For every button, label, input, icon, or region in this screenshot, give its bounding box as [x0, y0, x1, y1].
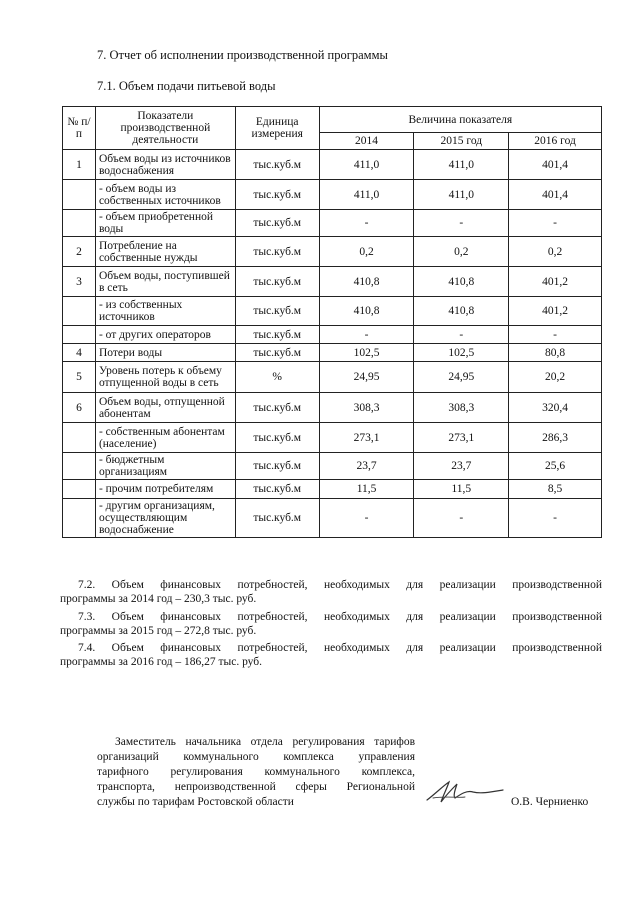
paragraph-line: программы за 2014 год – 230,3 тыс. руб. — [60, 593, 257, 605]
table-row — [63, 326, 602, 344]
row-unit: тыс.куб.м — [235, 480, 319, 499]
row-num — [63, 499, 96, 538]
row-value-2014: - — [319, 326, 414, 344]
row-unit: тыс.куб.м — [235, 297, 319, 326]
row-unit: тыс.куб.м — [235, 267, 319, 297]
row-num — [63, 326, 96, 344]
row-num: 1 — [63, 150, 96, 180]
row-num — [63, 480, 96, 499]
paragraph-7-4 — [60, 641, 602, 669]
row-indicator: Потери воды — [95, 344, 235, 362]
paragraph-line: программы за 2016 год – 186,27 тыс. руб. — [60, 656, 263, 668]
paragraph-line: 7.3. Объем финансовых потребностей, необходимых для реализации производственной — [78, 611, 602, 623]
signatory-line: транспорта, непроизводственной сферы Региональной — [97, 781, 415, 793]
row-unit: тыс.куб.м — [235, 499, 319, 538]
row-unit: тыс.куб.м — [235, 453, 319, 480]
row-value-2014: 308,3 — [319, 393, 414, 423]
row-indicator: - объем воды из собственных источников — [95, 180, 235, 210]
row-value-2016: 0,2 — [509, 237, 602, 267]
row-indicator: - собственным абонентам (население) — [95, 423, 235, 453]
row-value-2015: 23,7 — [414, 453, 509, 480]
paragraph-line: программы за 2015 год – 272,8 тыс. руб. — [60, 625, 257, 637]
header-value: Величина показателя — [319, 107, 601, 133]
row-unit: тыс.куб.м — [235, 210, 319, 237]
table-row — [63, 423, 602, 453]
row-value-2016: 25,6 — [509, 453, 602, 480]
row-value-2014: 102,5 — [319, 344, 414, 362]
row-indicator: Уровень потерь к объему отпущенной воды в сеть — [95, 362, 235, 393]
header-num: № п/п — [63, 107, 96, 150]
row-value-2015: - — [414, 499, 509, 538]
row-value-2015: 411,0 — [414, 180, 509, 210]
row-unit: тыс.куб.м — [235, 344, 319, 362]
header-year-2016: 2016 год — [509, 133, 602, 150]
row-value-2016: 8,5 — [509, 480, 602, 499]
row-value-2015: 308,3 — [414, 393, 509, 423]
row-value-2015: 410,8 — [414, 267, 509, 297]
row-num — [63, 180, 96, 210]
signatory-line: службы по тарифам Ростовской области — [97, 796, 294, 808]
row-value-2014: 11,5 — [319, 480, 414, 499]
row-value-2014: - — [319, 210, 414, 237]
row-unit: тыс.куб.м — [235, 150, 319, 180]
row-value-2015: 11,5 — [414, 480, 509, 499]
row-num — [63, 210, 96, 237]
row-value-2016: 80,8 — [509, 344, 602, 362]
row-indicator: - другим организациям, осуществляющим водоснабжение — [95, 499, 235, 538]
header-year-2015: 2015 год — [414, 133, 509, 150]
row-num — [63, 423, 96, 453]
row-num: 2 — [63, 237, 96, 267]
signatory-line: Заместитель начальника отдела регулирования тарифов — [115, 736, 415, 748]
row-value-2016: 401,2 — [509, 297, 602, 326]
row-unit: тыс.куб.м — [235, 423, 319, 453]
handwritten-signature — [425, 776, 505, 806]
row-unit: тыс.куб.м — [235, 180, 319, 210]
row-num — [63, 297, 96, 326]
row-indicator: - из собственных источников — [95, 297, 235, 326]
header-unit: Единица измерения — [235, 107, 319, 150]
table-row — [63, 362, 602, 393]
signatory-line: тарифного регулирования коммунального комплекса, — [97, 766, 415, 778]
row-value-2016: - — [509, 326, 602, 344]
row-value-2014: 411,0 — [319, 180, 414, 210]
row-value-2014: 23,7 — [319, 453, 414, 480]
table-row — [63, 237, 602, 267]
row-unit: % — [235, 362, 319, 393]
row-indicator: Потребление на собственные нужды — [95, 237, 235, 267]
row-unit: тыс.куб.м — [235, 237, 319, 267]
row-value-2016: 286,3 — [509, 423, 602, 453]
row-value-2016: 401,2 — [509, 267, 602, 297]
row-indicator: - объем приобретенной воды — [95, 210, 235, 237]
table-row — [63, 453, 602, 480]
row-value-2015: 273,1 — [414, 423, 509, 453]
row-unit: тыс.куб.м — [235, 326, 319, 344]
row-indicator: - бюджетным организациям — [95, 453, 235, 480]
signer-name: О.В. Черниенко — [511, 796, 589, 808]
table-row — [63, 210, 602, 237]
table-row — [63, 150, 602, 180]
row-num: 3 — [63, 267, 96, 297]
signatory-line: организаций коммунального комплекса управления — [97, 751, 415, 763]
row-value-2016: 401,4 — [509, 180, 602, 210]
row-value-2015: 0,2 — [414, 237, 509, 267]
row-value-2015: - — [414, 326, 509, 344]
row-value-2016: 320,4 — [509, 393, 602, 423]
paragraph-line: 7.2. Объем финансовых потребностей, необходимых для реализации производственной — [78, 579, 602, 591]
table-row — [63, 480, 602, 499]
row-value-2015: 411,0 — [414, 150, 509, 180]
row-value-2014: 411,0 — [319, 150, 414, 180]
row-value-2015: - — [414, 210, 509, 237]
row-value-2016: 20,2 — [509, 362, 602, 393]
row-value-2016: 401,4 — [509, 150, 602, 180]
table-row — [63, 267, 602, 297]
row-value-2015: 410,8 — [414, 297, 509, 326]
table-row — [63, 297, 602, 326]
row-indicator: - прочим потребителям — [95, 480, 235, 499]
section-title: 7. Отчет об исполнении производственной программы — [97, 48, 388, 62]
row-value-2016: - — [509, 210, 602, 237]
water-supply-table — [62, 106, 602, 538]
header-year-2014: 2014 — [319, 133, 414, 150]
row-num — [63, 453, 96, 480]
row-value-2014: 410,8 — [319, 297, 414, 326]
row-value-2014: 0,2 — [319, 237, 414, 267]
row-unit: тыс.куб.м — [235, 393, 319, 423]
row-value-2014: - — [319, 499, 414, 538]
paragraph-line: 7.4. Объем финансовых потребностей, необходимых для реализации производственной — [78, 642, 602, 654]
row-indicator: Объем воды из источников водоснабжения — [95, 150, 235, 180]
row-value-2014: 410,8 — [319, 267, 414, 297]
row-value-2014: 24,95 — [319, 362, 414, 393]
table-row — [63, 499, 602, 538]
row-num: 4 — [63, 344, 96, 362]
row-value-2016: - — [509, 499, 602, 538]
row-indicator: Объем воды, поступившей в сеть — [95, 267, 235, 297]
paragraph-7-2 — [60, 578, 602, 606]
row-value-2015: 24,95 — [414, 362, 509, 393]
row-indicator: - от других операторов — [95, 326, 235, 344]
row-indicator: Объем воды, отпущенной абонентам — [95, 393, 235, 423]
table-row — [63, 393, 602, 423]
row-num: 5 — [63, 362, 96, 393]
table-row — [63, 344, 602, 362]
paragraph-7-3 — [60, 610, 602, 638]
header-indicator: Показатели производственной деятельности — [95, 107, 235, 150]
row-value-2014: 273,1 — [319, 423, 414, 453]
subsection-title: 7.1. Объем подачи питьевой воды — [97, 79, 276, 93]
row-num: 6 — [63, 393, 96, 423]
row-value-2015: 102,5 — [414, 344, 509, 362]
table-row — [63, 180, 602, 210]
signatory-title — [97, 735, 415, 810]
